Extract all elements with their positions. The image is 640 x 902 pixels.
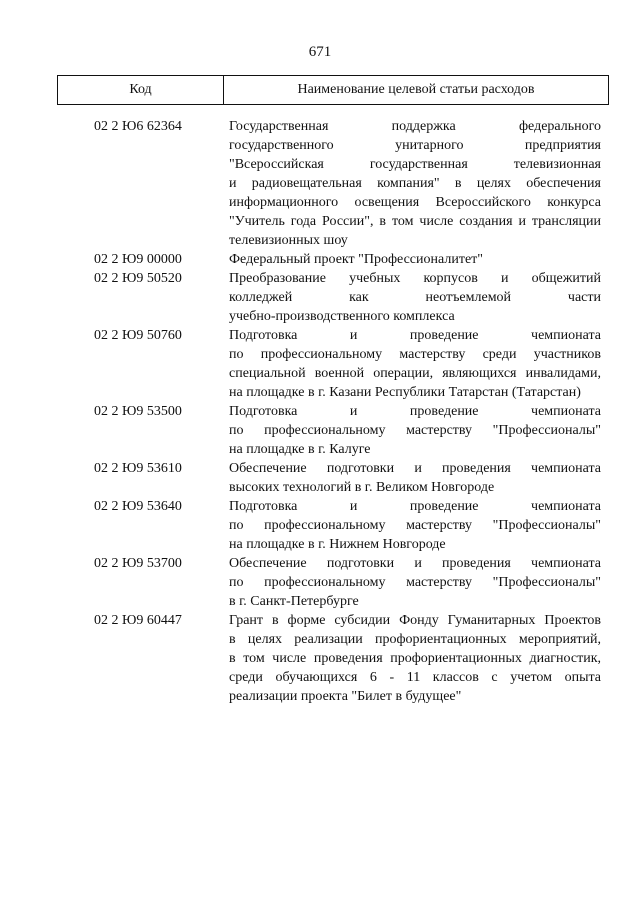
row-code: 02 2 Ю9 60447 (94, 613, 182, 628)
table-row (0, 497, 640, 554)
row-name-line: информационного освещения Всероссийского конкурса (229, 195, 601, 210)
row-code: 02 2 Ю9 00000 (94, 252, 182, 267)
row-code: 02 2 Ю6 62364 (94, 119, 182, 134)
row-name-line: по профессиональному мастерству среди участников (229, 347, 601, 362)
row-name-line: в том числе проведения профориентационных диагностик, (229, 651, 601, 666)
row-name-line: Преобразование учебных корпусов и общежитий (229, 271, 601, 286)
row-name-line: высоких технологий в г. Великом Новгороде (229, 480, 495, 495)
row-name (229, 402, 601, 459)
row-name-line: по профессиональному мастерству "Профессионалы" (229, 423, 601, 438)
row-code: 02 2 Ю9 50520 (94, 271, 182, 286)
row-name-line: среди обучающихся 6 - 11 классов с учетом опыта (229, 670, 601, 685)
row-name (229, 269, 601, 326)
row-name (229, 326, 601, 402)
row-name-line: Обеспечение подготовки и проведения чемпионата (229, 556, 601, 571)
row-code: 02 2 Ю9 53610 (94, 461, 182, 476)
row-name-line: по профессиональному мастерству "Профессионалы" (229, 575, 601, 590)
row-name (229, 250, 601, 269)
row-name-line: на площадке в г. Казани Республики Татарстан (Татарстан) (229, 385, 581, 400)
table-row (0, 402, 640, 459)
table-row (0, 117, 640, 250)
table-row (0, 269, 640, 326)
row-name-line: на площадке в г. Нижнем Новгороде (229, 537, 446, 552)
row-name-line: телевизионных шоу (229, 233, 348, 248)
row-name (229, 611, 601, 706)
table-row (0, 554, 640, 611)
row-name-line: учебно-производственного комплекса (229, 309, 455, 324)
column-header-code: Код (58, 76, 224, 104)
column-header-name: Наименование целевой статьи расходов (297, 82, 535, 97)
table-row (0, 459, 640, 497)
table-row (0, 611, 640, 706)
row-name-line: в г. Санкт-Петербурге (229, 594, 359, 609)
row-name (229, 117, 601, 250)
row-code: 02 2 Ю9 53640 (94, 499, 182, 514)
row-name-line: "Учитель года России", в том числе создания и трансляции (229, 214, 601, 229)
expense-items-list (0, 117, 640, 706)
row-name-line: Подготовка и проведение чемпионата (229, 328, 601, 343)
table-header (57, 75, 609, 105)
row-name-line: Грант в форме субсидии Фонду Гуманитарных Проектов (229, 613, 601, 628)
row-name (229, 497, 601, 554)
row-name-line: и радиовещательная компания" в целях обеспечения (229, 176, 601, 191)
row-name-line: Обеспечение подготовки и проведения чемпионата (229, 461, 601, 476)
row-name (229, 554, 601, 611)
table-row (0, 250, 640, 269)
row-name-line: в целях реализации профориентационных мероприятий, (229, 632, 601, 647)
row-code: 02 2 Ю9 53500 (94, 404, 182, 419)
row-name-line: на площадке в г. Калуге (229, 442, 371, 457)
row-name-line: Подготовка и проведение чемпионата (229, 404, 601, 419)
row-name-line: колледжей как неотъемлемой части (229, 290, 601, 305)
row-name-line: Подготовка и проведение чемпионата (229, 499, 601, 514)
row-name-line: Федеральный проект "Профессионалитет" (229, 252, 483, 267)
row-name-line: Государственная поддержка федерального (229, 119, 601, 134)
row-code: 02 2 Ю9 50760 (94, 328, 182, 343)
row-name-line: по профессиональному мастерству "Профессионалы" (229, 518, 601, 533)
row-name-line: государственного унитарного предприятия (229, 138, 601, 153)
row-name-line: "Всероссийская государственная телевизионная (229, 157, 601, 172)
page-number: 671 (308, 44, 332, 60)
row-name-line: реализации проекта "Билет в будущее" (229, 689, 462, 704)
row-name (229, 459, 601, 497)
row-name-line: специальной военной операции, являющихся инвалидами, (229, 366, 601, 381)
row-code: 02 2 Ю9 53700 (94, 556, 182, 571)
table-row (0, 326, 640, 402)
